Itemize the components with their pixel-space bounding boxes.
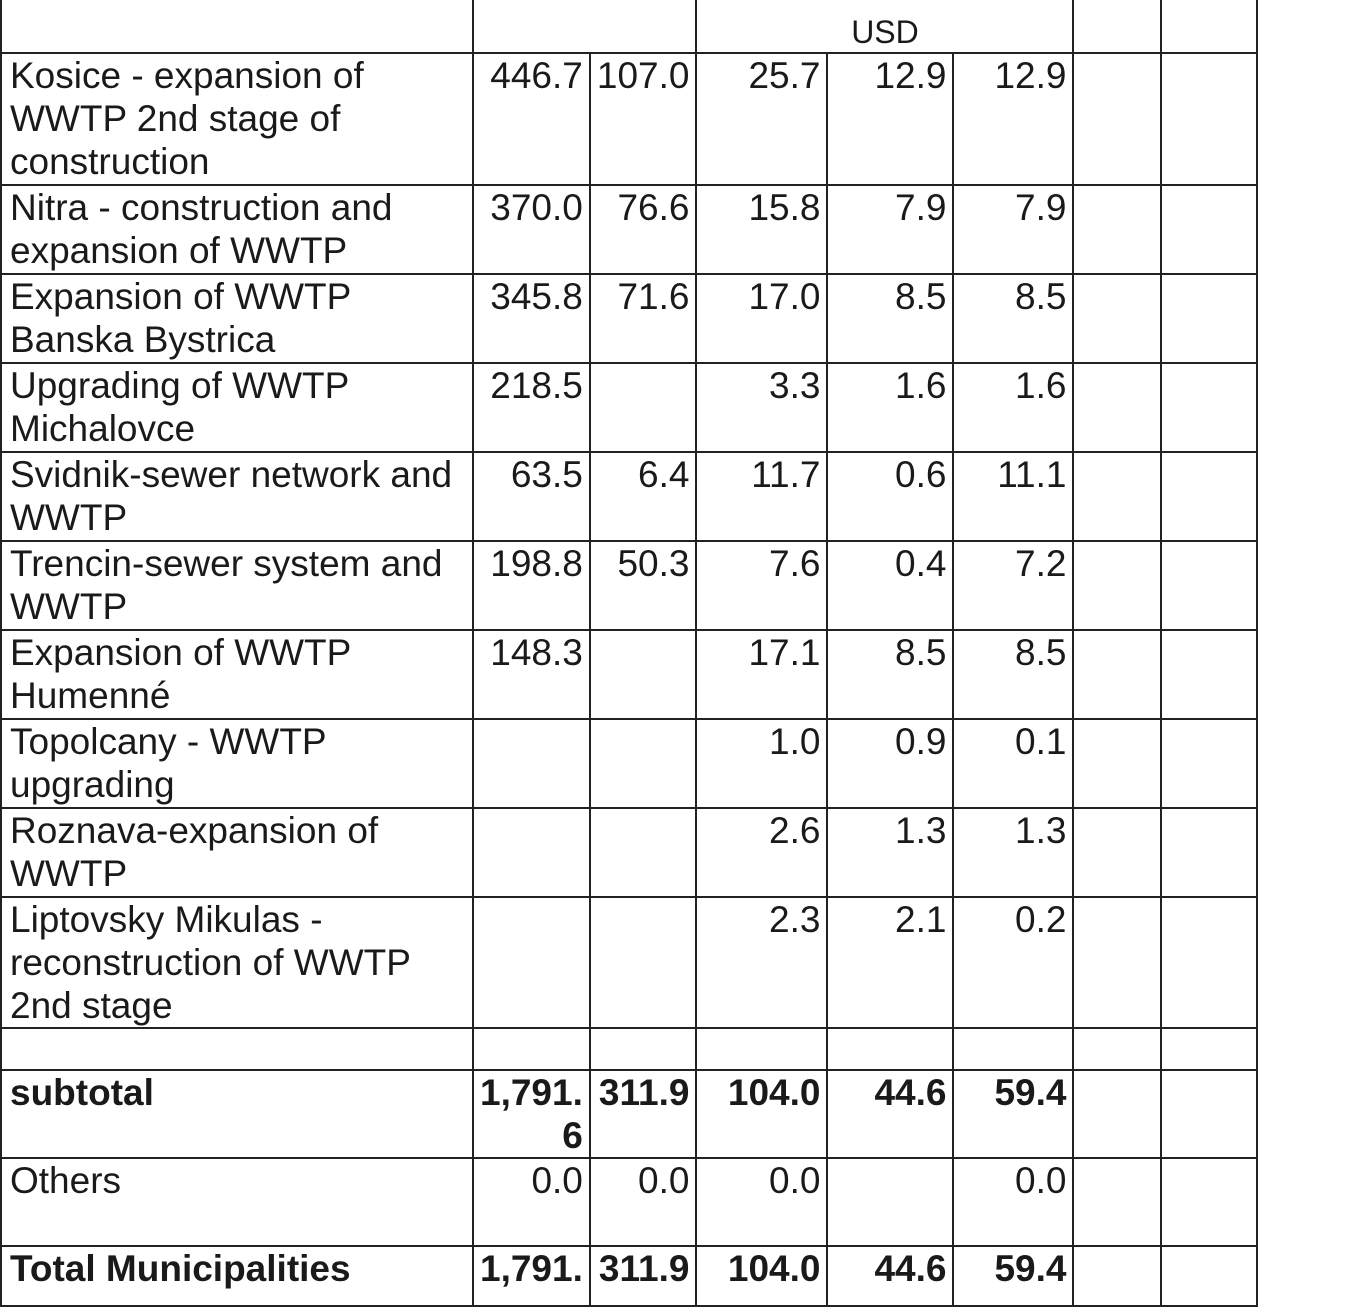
empty-cell: [1161, 53, 1257, 185]
table-row: [1, 53, 1257, 185]
value-cell: [827, 1158, 953, 1246]
table-row: [1, 808, 1257, 897]
value-cell: 1.3: [827, 808, 953, 897]
value-cell: 148.3: [473, 630, 590, 719]
table-row: [1, 719, 1257, 808]
project-label: Expansion of WWTP Humenné: [1, 630, 473, 719]
others-row: [1, 1158, 1257, 1246]
value-cell: 11.1: [953, 452, 1073, 541]
value-cell: 59.4: [953, 1070, 1073, 1158]
header-cell: [1073, 0, 1161, 53]
project-label: Expansion of WWTP Banska Bystrica: [1, 274, 473, 363]
empty-cell: [1073, 53, 1161, 185]
value-cell: 1.6: [953, 363, 1073, 452]
value-cell: 63.5: [473, 452, 590, 541]
value-cell: 2.3: [696, 897, 827, 1028]
value-cell: [590, 808, 697, 897]
value-cell: 370.0: [473, 185, 590, 274]
value-cell: 76.6: [590, 185, 697, 274]
value-cell: [590, 719, 697, 808]
empty-cell: [1073, 1070, 1161, 1158]
value-cell: 0.0: [473, 1158, 590, 1246]
value-cell: 7.2: [953, 541, 1073, 630]
value-cell: 50.3: [590, 541, 697, 630]
value-cell: 198.8: [473, 541, 590, 630]
table-row: [1, 185, 1257, 274]
value-cell: 11.7: [696, 452, 827, 541]
value-cell: 44.6: [827, 1246, 953, 1306]
value-cell: 0.4: [827, 541, 953, 630]
empty-cell: [1073, 808, 1161, 897]
empty-cell: [1161, 630, 1257, 719]
empty-cell: [1073, 363, 1161, 452]
others-label: Others: [1, 1158, 473, 1246]
value-cell: 8.5: [953, 630, 1073, 719]
value-cell: 0.6: [827, 452, 953, 541]
project-label: Trencin-sewer system and WWTP: [1, 541, 473, 630]
empty-cell: [1161, 1158, 1257, 1246]
value-cell: 25.7: [696, 53, 827, 185]
value-cell: 44.6: [827, 1070, 953, 1158]
empty-cell: [1161, 452, 1257, 541]
empty-cell: [1073, 452, 1161, 541]
table-row: [1, 452, 1257, 541]
value-cell: 8.5: [953, 274, 1073, 363]
value-cell: 311.9: [590, 1246, 697, 1306]
table-row: [1, 541, 1257, 630]
header-cell: [1, 0, 473, 53]
empty-cell: [1161, 274, 1257, 363]
value-cell: 7.6: [696, 541, 827, 630]
empty-cell: [1073, 897, 1161, 1028]
value-cell: 8.5: [827, 274, 953, 363]
value-cell: 8.5: [827, 630, 953, 719]
value-cell: 3.3: [696, 363, 827, 452]
subtotal-label: subtotal: [1, 1070, 473, 1158]
empty-cell: [1073, 1246, 1161, 1306]
value-cell: 7.9: [953, 185, 1073, 274]
value-cell: 0.2: [953, 897, 1073, 1028]
empty-cell: [1161, 185, 1257, 274]
value-cell: 0.9: [827, 719, 953, 808]
empty-cell: [1073, 630, 1161, 719]
header-row: [1, 0, 1257, 53]
project-label: Roznava-expansion of WWTP: [1, 808, 473, 897]
value-cell: 104.0: [696, 1070, 827, 1158]
value-cell: 2.1: [827, 897, 953, 1028]
empty-cell: [1073, 274, 1161, 363]
empty-cell: [1073, 185, 1161, 274]
value-cell: 1.3: [953, 808, 1073, 897]
value-cell: 446.7: [473, 53, 590, 185]
project-label: Liptovsky Mikulas - reconstruction of WWTP 2nd stage: [1, 897, 473, 1028]
project-label: Topolcany - WWTP upgrading: [1, 719, 473, 808]
value-cell: [590, 363, 697, 452]
value-cell: 107.0: [590, 53, 697, 185]
value-cell: 12.9: [827, 53, 953, 185]
value-cell: 345.8: [473, 274, 590, 363]
value-cell: 17.1: [696, 630, 827, 719]
value-cell: 2.6: [696, 808, 827, 897]
empty-cell: [1161, 1070, 1257, 1158]
table-row: [1, 363, 1257, 452]
value-cell: 1,791.: [473, 1246, 590, 1306]
table-row: [1, 897, 1257, 1028]
value-cell: 0.0: [590, 1158, 697, 1246]
value-cell: [473, 808, 590, 897]
value-cell: [590, 897, 697, 1028]
value-cell: [473, 897, 590, 1028]
value-cell: 6.4: [590, 452, 697, 541]
unit-header: USD: [696, 0, 1073, 53]
empty-cell: [1161, 897, 1257, 1028]
value-cell: 218.5: [473, 363, 590, 452]
value-cell: 15.8: [696, 185, 827, 274]
empty-cell: [1161, 808, 1257, 897]
empty-cell: [1073, 719, 1161, 808]
total-row: [1, 1246, 1257, 1306]
table-row: [1, 274, 1257, 363]
project-label: Nitra - construction and expansion of WWTP: [1, 185, 473, 274]
value-cell: 7.9: [827, 185, 953, 274]
value-cell: 71.6: [590, 274, 697, 363]
value-cell: [590, 630, 697, 719]
empty-cell: [1073, 1158, 1161, 1246]
value-cell: 1.0: [696, 719, 827, 808]
value-cell: 17.0: [696, 274, 827, 363]
empty-cell: [1161, 1246, 1257, 1306]
empty-cell: [1161, 541, 1257, 630]
value-cell: 0.0: [696, 1158, 827, 1246]
project-label: Svidnik-sewer network and WWTP: [1, 452, 473, 541]
header-cell: [473, 0, 696, 53]
empty-cell: [1073, 541, 1161, 630]
value-cell: 1,791.6: [473, 1070, 590, 1158]
value-cell: 1.6: [827, 363, 953, 452]
header-cell: [1161, 0, 1257, 53]
empty-cell: [1161, 363, 1257, 452]
project-label: Upgrading of WWTP Michalovce: [1, 363, 473, 452]
value-cell: 0.0: [953, 1158, 1073, 1246]
value-cell: [473, 719, 590, 808]
value-cell: 311.9: [590, 1070, 697, 1158]
table-row: [1, 630, 1257, 719]
subtotal-row: [1, 1070, 1257, 1158]
project-label: Kosice - expansion of WWTP 2nd stage of construction: [1, 53, 473, 185]
total-label: Total Municipalities: [1, 1246, 473, 1306]
blank-row: [1, 1028, 1257, 1070]
empty-cell: [1161, 719, 1257, 808]
value-cell: 59.4: [953, 1246, 1073, 1306]
value-cell: 12.9: [953, 53, 1073, 185]
value-cell: 104.0: [696, 1246, 827, 1306]
value-cell: 0.1: [953, 719, 1073, 808]
